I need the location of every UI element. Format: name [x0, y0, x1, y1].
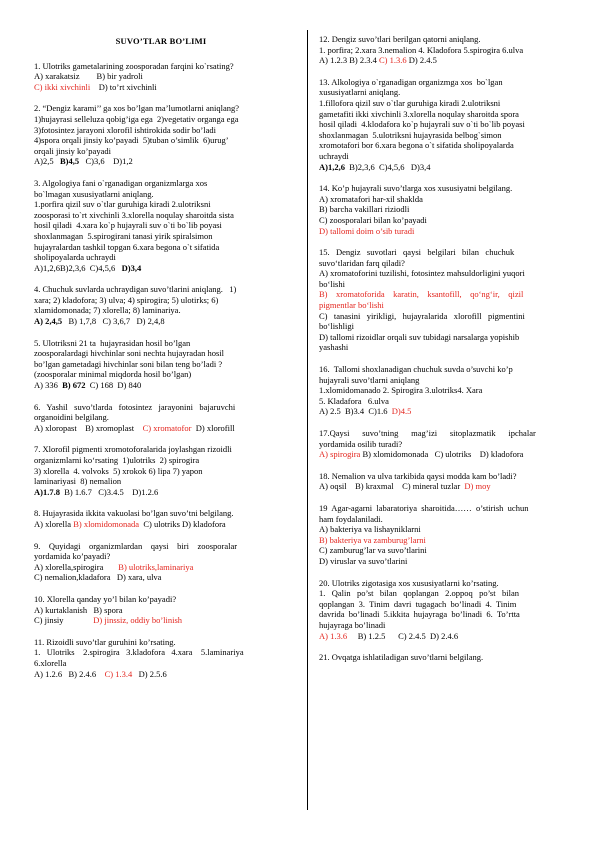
question-line [34, 295, 288, 306]
answer-highlight: C) 1.3.4 [104, 668, 133, 679]
question-line [319, 439, 565, 450]
question-line [319, 375, 565, 386]
question-line [319, 449, 565, 460]
answer-highlight: D) tallomi doim o’sib turadi [319, 225, 415, 236]
question-line [319, 514, 565, 525]
question-line [319, 45, 565, 56]
left-column [34, 34, 288, 690]
question-line [34, 380, 288, 391]
question-line [319, 140, 565, 151]
question-line [319, 300, 565, 311]
question-line [34, 359, 288, 370]
answer-highlight: pigmentlar bo‘lishi [319, 300, 384, 311]
question-line [34, 541, 288, 552]
text-segment: bo‘lishi [319, 278, 345, 289]
text-segment: hosil qiladi 4.xara ko`p hujayrali suv o`ti bo`lib poyasi [34, 220, 222, 231]
text-segment: A) xarakatsiz B) bir yadroli [34, 71, 143, 82]
question-block [34, 594, 288, 626]
question-block [319, 503, 565, 567]
question-line [34, 519, 288, 530]
question-line [34, 658, 288, 669]
answer-bold: D)3,4 [121, 262, 142, 273]
text-segment: uchraydi [319, 150, 349, 161]
text-segment: 1.xlomidomanado 2. Spirogira 3.ulotriks4. Xara [319, 385, 483, 396]
text-segment: yordamida ko’payadi? [34, 551, 111, 562]
question-block [34, 508, 288, 529]
question-line [319, 620, 565, 631]
question-line [319, 609, 565, 620]
answer-highlight: B) xlomidomonada [73, 518, 140, 529]
question-block [319, 364, 565, 417]
question-line [319, 204, 565, 215]
answer-highlight: A) spirogira [319, 449, 361, 460]
question-line [34, 252, 288, 263]
answer-highlight: D)4.5 [391, 406, 412, 417]
text-segment: zoosporalardagi hivchinlar soni nechta hujayradan hosil [34, 348, 225, 359]
question-line [319, 55, 565, 66]
answer-bold: B) 672 [62, 380, 86, 391]
question-line [319, 119, 565, 130]
text-segment: C) zamburug’lar va suvo’tlarini [319, 545, 427, 556]
text-segment: 15. Dengiz suvotlari qaysi belgilari bilan chuchuk [319, 247, 515, 258]
text-segment: zoosporasi to`rt xivchinli 3.xlorella noqulay sharoitda sista [34, 209, 234, 220]
text-segment: organizmlarni ko‘rsating 1)ulotriks 2) spirogira [34, 455, 200, 465]
question-block [34, 178, 288, 273]
answer-highlight: B) xromatoforida karatin, ksantofill, qo‘ng‘ir, qizil [319, 289, 524, 300]
text-segment: 16. Tallomi shoxlanadigan chuchuk suvda o’suvchi ko’p [319, 364, 513, 375]
question-line [319, 332, 565, 343]
question-line [319, 151, 565, 162]
text-segment: D) 2.5.6 [132, 668, 167, 679]
question-line [319, 342, 565, 353]
question-line [319, 599, 565, 610]
question-line [34, 338, 288, 349]
question-line [319, 279, 565, 290]
text-segment: D) viruslar va suvo’tlarini [319, 555, 408, 566]
question-block [319, 77, 565, 172]
question-line [34, 189, 288, 200]
text-segment: B) 1.6.7 C)3.4.5 D)1.2.6 [59, 486, 159, 497]
question-line [319, 396, 565, 407]
text-segment: 3)fotosintez jarayoni xlorofil ishtirokida sodir bo’ladi [34, 124, 217, 135]
text-segment: B) barcha vakillari riziodli [319, 204, 410, 215]
text-segment: A)1,2,6B)2,3,6 C)4,5,6 [34, 262, 122, 273]
question-line [319, 194, 565, 205]
answer-highlight: C) xromatofor [142, 422, 192, 433]
question-line [34, 647, 288, 658]
question-block [319, 471, 565, 492]
answer-highlight: C) ikki xivchinli [34, 81, 91, 92]
text-segment: A) oqsil B) kraxmal C) mineral tuzlar [319, 481, 465, 492]
question-line [34, 615, 288, 626]
text-segment: B) xlomidomonada C) ulotriks D) kladofora [360, 449, 524, 460]
text-segment: sholipoyalarda uchraydi [34, 252, 116, 263]
text-segment: 1.fillofora qizil suv o`tlar guruhiga kiradi 2.ulotriksni [319, 97, 501, 108]
question-line [319, 481, 565, 492]
text-segment: ham foydalaniladi. [319, 513, 383, 524]
page-title: SUVO’TLAR BO’LIMI [115, 36, 207, 46]
text-segment: 14. Ko’p hujayrali suvo’tlarga xos xususiyatni belgilang. [319, 183, 513, 194]
text-segment: suvo‘tlaridan farq qiladi? [319, 257, 405, 268]
text-segment: 13. Alkologiya o`rganadigan organizmga xos bo`lgan [319, 76, 503, 87]
text-segment: C) 168 D) 840 [85, 380, 142, 391]
text-segment: A) xloropast B) xromoplast [34, 422, 143, 433]
question-line [319, 652, 565, 663]
text-segment: A) 336 [34, 380, 63, 391]
question-line [319, 130, 565, 141]
question-line [34, 135, 288, 146]
text-segment: 1.porfira qizil suv o`tlar guruhiga kiradi 2.ulotriksni [34, 199, 211, 210]
text-segment: A) xromatoforini tuzilishi, fotosintez mahsuldorligini yuqori [319, 268, 525, 279]
question-line [319, 524, 565, 535]
question-line [34, 348, 288, 359]
question-line [319, 247, 565, 258]
question-line [319, 406, 565, 417]
text-segment: C) ulotriks D) kladofora [139, 518, 226, 529]
text-segment: C) nemalion,kladafora D) xara, ulva [34, 572, 162, 583]
question-line [319, 34, 565, 45]
question-line [319, 385, 565, 396]
text-segment: D) to’rt xivchinli [90, 81, 157, 92]
question-block [319, 652, 565, 663]
question-line [319, 428, 565, 439]
text-segment: 1. Qalin po’st bilan qoplangan 2.oppoq po’st bilan [319, 588, 519, 599]
answer-bold: A)1.7.8 [34, 486, 60, 497]
text-segment: D) 2.4.5 [406, 55, 437, 66]
question-line [34, 199, 288, 210]
text-segment: (zoosporalar minimal miqdorda hosil bo’lgan) [34, 369, 192, 380]
question-line [34, 220, 288, 231]
question-line [34, 263, 288, 274]
text-segment: hujayraga bo’linadi [319, 619, 386, 630]
right-column [319, 34, 565, 674]
text-segment: D) tallomi rizoidlar orqali suv tubidagi narsalarga yopishib [319, 331, 520, 342]
answer-highlight: D) jinssiz, oddiy bo’linish [93, 615, 183, 626]
question-line [34, 423, 288, 434]
text-segment: 8. Hujayrasida ikkita vakuolasi bo’lgan suvo’tni belgilang. [34, 508, 234, 519]
question-line [34, 369, 288, 380]
text-segment: organoidini belgilang. [34, 412, 109, 423]
answer-highlight: A) 1.3.6 [319, 630, 348, 641]
question-line [319, 545, 565, 556]
question-line [34, 412, 288, 423]
question-line [319, 183, 565, 194]
text-segment: 7. Xlorofil pigmenti xromotoforalarida joylashgan rizoidli [34, 444, 232, 455]
text-segment: A)2,5 [34, 156, 60, 167]
question-block [319, 578, 565, 642]
question-line [34, 305, 288, 316]
question-line [319, 289, 565, 300]
question-line [319, 162, 565, 173]
text-segment: 10. Xlorella qanday yo’l bilan ko’payadi? [34, 593, 177, 604]
text-segment: C) zoosporalari bilan ko’payadi [319, 214, 427, 225]
question-line [34, 242, 288, 253]
text-segment: 1. Ulotriks 2.spirogira 3.kladofora 4.xara 5.laminariya [34, 647, 244, 658]
question-line [34, 71, 288, 82]
text-segment: davrida bo’linadi 5.ikkita hujayraga bo’linadi 6. To’rtta [319, 609, 520, 620]
question-line [34, 210, 288, 221]
question-line [319, 588, 565, 599]
text-segment: xara; 2) kladofora; 3) ulva; 4) spirogira; 5) ulotirks; 6) [34, 294, 219, 305]
question-line [34, 605, 288, 616]
question-block [34, 284, 288, 326]
answer-bold: A) 2,4,5 [34, 316, 63, 327]
answer-bold: A)1,2,6 [319, 161, 345, 172]
text-segment: A) 1.2.3 B) 2.3.4 [319, 55, 379, 66]
text-segment: bo’lgan gametadagi hivchinlar soni bilan teng bo’ladi ? [34, 358, 223, 369]
question-line [319, 321, 565, 332]
question-block [319, 247, 565, 353]
question-line [34, 476, 288, 487]
text-segment: D) xlorofill [191, 422, 235, 433]
question-block [319, 428, 565, 460]
question-block [34, 541, 288, 583]
text-segment: hujayrali suvo’tlarni aniqlang [319, 374, 420, 385]
text-segment: 20. Ulotriks zigotasiga xos xususiyatlarni ko’rsating. [319, 577, 499, 588]
question-line [34, 146, 288, 157]
question-block [319, 183, 565, 236]
question-line [319, 535, 565, 546]
question-line [34, 231, 288, 242]
text-segment: A) 2.5 B)3.4 C)1.6 [319, 406, 392, 417]
question-line [34, 669, 288, 680]
question-line [319, 87, 565, 98]
text-segment: 5. Ulotriksni 21 ta hujayrasidan hosil bo’lgan [34, 337, 191, 348]
text-segment: xususiyatlarni aniqlang. [319, 87, 401, 98]
text-segment: A) xlorella [34, 518, 74, 529]
question-line [34, 637, 288, 648]
question-line [319, 631, 565, 642]
answer-highlight: B) bakteriya va zamburug’larni [319, 534, 426, 545]
text-segment: 4. Chuchuk suvlarda uchraydigan suvo’tlarini aniqlang. 1) [34, 284, 237, 295]
text-segment: 6. Yashil suvo’tlarda fotosintez jarayonini bajaruvchi [34, 401, 236, 412]
text-segment: 12. Dengiz suvo’tlari berilgan qatorni aniqlang. [319, 34, 481, 44]
question-block [34, 338, 288, 391]
text-segment: shoxlanmagan 5.spirogirani tanasi yirik spiralsimon [34, 230, 213, 241]
question-block [319, 34, 565, 66]
question-line [34, 455, 288, 466]
text-segment: 5. Kladafora 6.ulva [319, 395, 389, 406]
question-line [319, 311, 565, 322]
text-segment: yashashi [319, 342, 349, 353]
question-line [34, 103, 288, 114]
question-line [319, 503, 565, 514]
question-block [34, 61, 288, 93]
text-segment: 17.Qaysi suvo’tning mag’izi sitoplazmatik ipchalar [319, 428, 536, 438]
text-segment: B)2,3,6 C)4,5,6 D)3,4 [344, 161, 431, 172]
text-segment: B) 1.2.5 C) 2.4.5 D) 2.4.6 [347, 630, 459, 641]
answer-highlight: C) 1.3.6 [378, 55, 407, 66]
text-segment: bo`lmagan xususiyatlarni aniqlang. [34, 188, 154, 199]
question-line [34, 61, 288, 72]
text-segment: A) bakteriya va lishayniklarni [319, 524, 421, 535]
text-segment: C) tanasini yirikligi, hujayralarida xlorofill pigmentini [319, 310, 525, 321]
question-line [34, 594, 288, 605]
text-segment: 4)spora orqali jinsiy ko’payadi 5)tuban o’simlik 6)urug’ [34, 135, 229, 146]
text-segment: 6.xlorella [34, 657, 67, 668]
text-segment: laminariyasi 8) nemalion [34, 476, 122, 487]
text-segment: C)3,6 D)1,2 [79, 156, 133, 167]
text-segment: gametafiti ikki xivchinli 3.xlorella noqulay sharoitda spora [319, 108, 519, 119]
text-segment: qoplangan 3. Tinim davri tugagach bo’linadi 4. Tinim [319, 598, 517, 609]
question-line [34, 316, 288, 327]
text-segment: xlamidomonada; 7) xlorella; 8) laminariya. [34, 305, 181, 316]
question-block [34, 402, 288, 434]
question-line [34, 284, 288, 295]
text-segment: 1. Ulotriks gametalarining zoosporadan farqini ko`rsating? [34, 60, 234, 71]
text-segment: 3) xlorella 4. volvoks 5) xrokok 6) lipa 7) yapon [34, 465, 203, 476]
text-segment: 3. Algologiya fani o`rganadigan organizmlarga xos [34, 177, 208, 188]
question-line [319, 471, 565, 482]
text-segment: xromotafori bor 6.xara begona o`t sifatida sholipoyalarda [319, 140, 514, 151]
text-segment: bo‘lishligi [319, 321, 354, 332]
answer-bold: B)4,5 [59, 156, 80, 167]
question-line [319, 77, 565, 88]
text-segment: hosil qiladi 4.klodafora ko`p hujayrali suv o`ti bo`lib poyasi [319, 119, 525, 130]
text-segment: 2. “Dengiz karami’’ ga xos bo’lgan ma’lumotlarni aniqlang? [34, 103, 240, 114]
question-line [319, 258, 565, 269]
question-line [319, 578, 565, 589]
text-segment: orqali jinsiy ko’payadi [34, 145, 111, 156]
question-line [34, 572, 288, 583]
question-line [34, 402, 288, 413]
question-line [34, 562, 288, 573]
answer-highlight: B) ulotriks,laminariya [118, 561, 194, 572]
text-segment: hujayralardan tashkil topgan 6.xara begona o`t sifatida [34, 241, 220, 252]
text-segment: 19 Agar-agarni labaratoriya sharoitida…… o’stirish uchun [319, 502, 529, 513]
question-line [34, 156, 288, 167]
text-segment: A) xlorella,spirogira [34, 561, 119, 572]
text-segment: 18. Nemalion va ulva tarkibida qaysi modda kam bo’ladi? [319, 470, 517, 481]
question-line [319, 98, 565, 109]
question-line [34, 444, 288, 455]
question-line [34, 466, 288, 477]
question-line [34, 82, 288, 93]
text-segment: A) xromatafori har-xil shaklda [319, 193, 423, 204]
text-segment: 21. Ovqatga ishlatiladigan suvo’tlarni belgilang. [319, 652, 484, 663]
question-line [319, 364, 565, 375]
text-segment: 1. porfira; 2.xara 3.nemalion 4. Kladofora 5.spirogira 6.ulva [319, 44, 524, 55]
question-line [319, 556, 565, 567]
question-block [34, 637, 288, 679]
text-segment: A) 1.2.6 B) 2.4.6 [34, 668, 105, 679]
text-segment: 9. Quyidagi organizmlardan qaysi biri zoosporalar [34, 540, 238, 551]
text-segment: C) jinsiy [34, 615, 94, 626]
question-line [319, 268, 565, 279]
question-line [34, 178, 288, 189]
text-segment: shoxlanmagan 5.ulotriksni hujayrasida belbog`simon [319, 129, 502, 140]
question-line [34, 508, 288, 519]
text-segment: 11. Rizoidli suvo’tlar guruhini ko’rsating. [34, 636, 176, 647]
question-line [34, 114, 288, 125]
question-line [319, 215, 565, 226]
question-line [34, 125, 288, 136]
question-line [34, 487, 288, 498]
answer-highlight: D) moy [464, 481, 491, 492]
question-block [34, 444, 288, 497]
question-line [319, 226, 565, 237]
text-segment: yordamida osilib turadi? [319, 438, 403, 449]
question-block [34, 103, 288, 167]
column-divider [307, 30, 308, 810]
text-segment: B) 1,7,8 C) 3,6,7 D) 2,4,8 [62, 316, 165, 327]
text-segment: 1)hujayrasi selleluza qobig’iga ega 2)vegetativ organga ega [34, 113, 239, 124]
question-line [319, 109, 565, 120]
text-segment: A) kurtaklanish B) spora [34, 604, 123, 615]
question-line [34, 551, 288, 562]
